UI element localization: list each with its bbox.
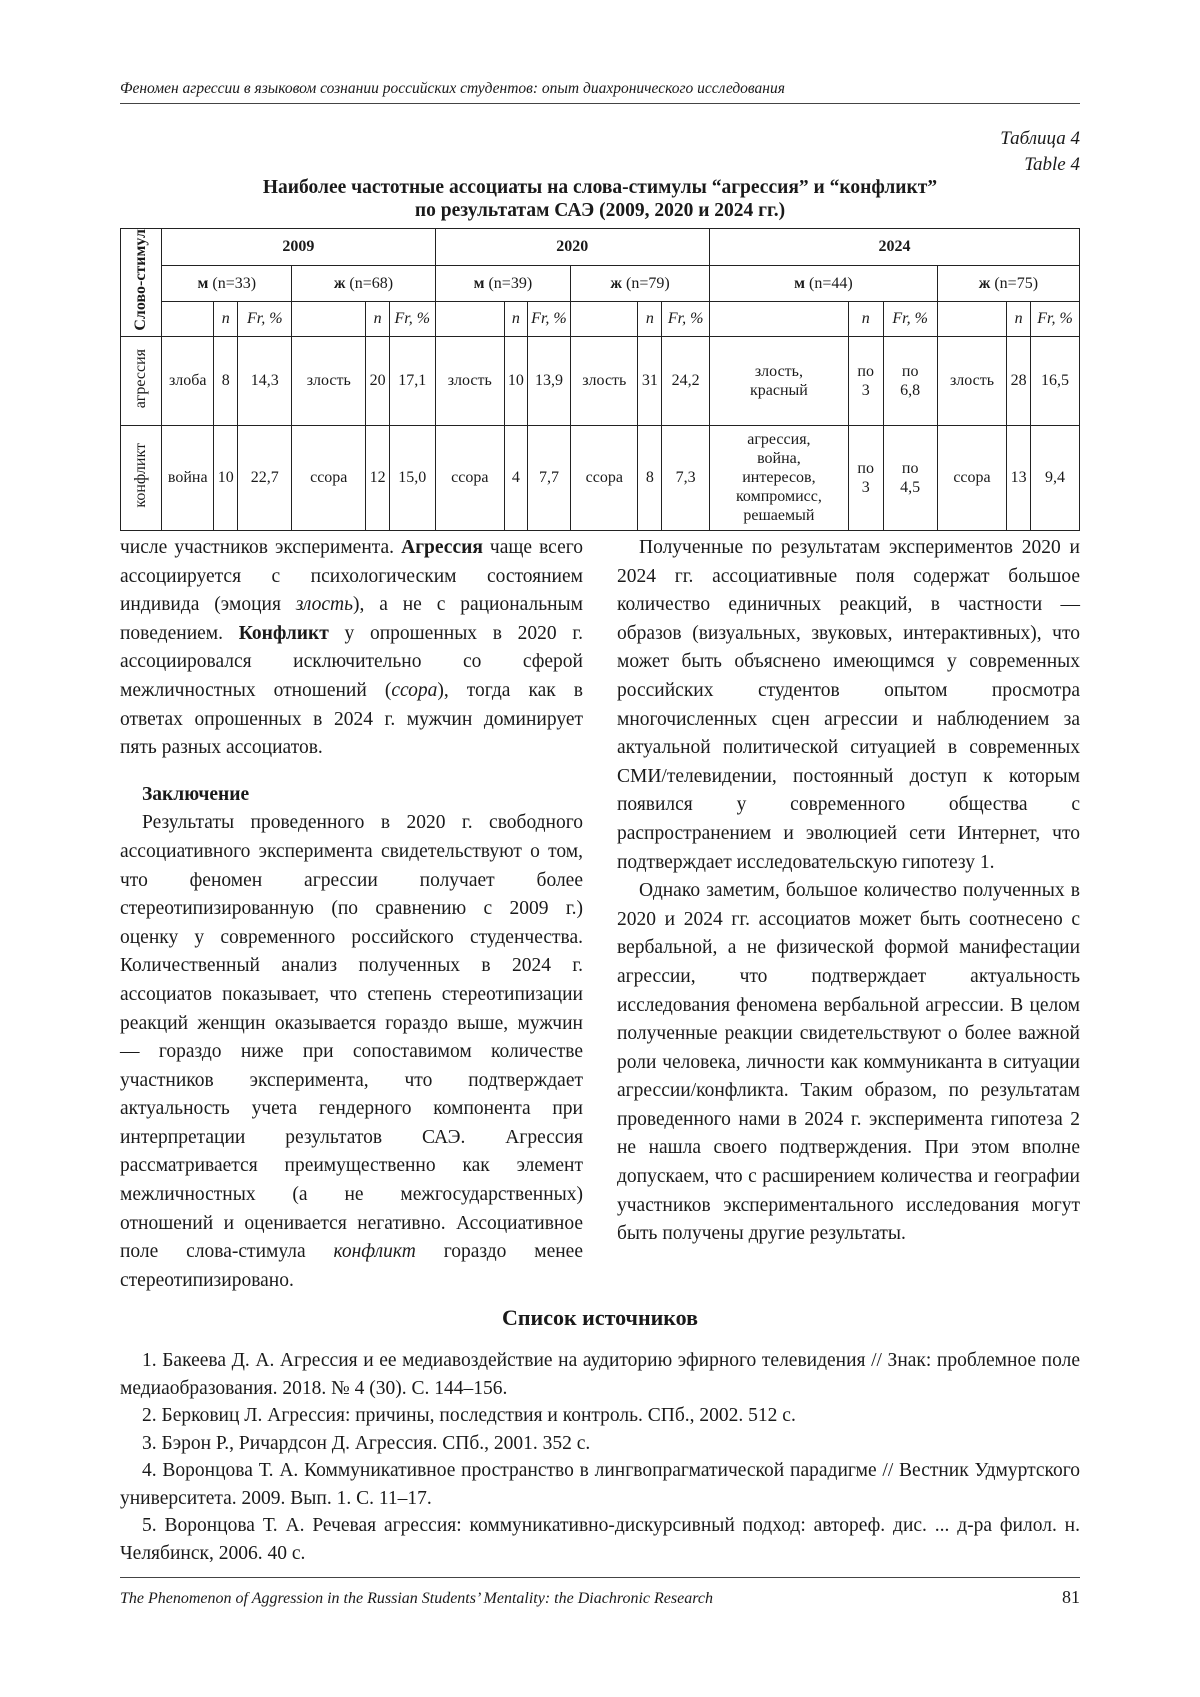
count-cell: 13 bbox=[1007, 425, 1031, 530]
count-cell: 20 bbox=[366, 336, 390, 425]
frequency-cell: 16,5 bbox=[1031, 336, 1080, 425]
associate-cell: злоба bbox=[162, 336, 214, 425]
paragraph: Однако заметим, большое количество полученных в 2020 и 2024 гг. ассоциатов может быть соотнесено с вербальной, а не физической формой манифестации агрессии, что подтверждает актуальность исследования феномена вербальной агрессии. В целом полученные реакции свидетельствуют о более важной роли человека, личности как коммуниканта в ситуации агрессии/конфликта. Таким образом, по результатам проведенного нами в 2024 г. эксперимента гипотеза 2 не нашла своего подтверждения. При этом вполне допускаем, что с расширением количества и географии участников экспериментального исследования могут быть получены другие результаты. bbox=[617, 880, 1080, 1245]
assoc-col-header bbox=[435, 302, 504, 336]
reference-item: 4. Воронцова Т. А. Коммуникативное пространство в лингвопрагматической парадигме // Вестник Удмуртского университета. 2009. Вып. 1. С. 11–17. bbox=[120, 1460, 1080, 1509]
assoc-col-header bbox=[162, 302, 214, 336]
count-cell: 10 bbox=[214, 425, 238, 530]
assoc-col-header bbox=[571, 302, 638, 336]
left-column bbox=[120, 534, 583, 1295]
frequency-cell: 24,2 bbox=[662, 336, 710, 425]
paragraph: числе участников эксперимента. Агрессия чаще всего ассоциируется с психологическим состоянием индивида (эмоция злость), а не с рациональным поведением. Конфликт у опрошенных в 2020 г. ассоциировался исключительно со сферой межличностных отношений (ссора), тогда как в ответах опрошенных в 2024 г. мужчин доминирует пять разных ассоциатов. bbox=[120, 537, 583, 759]
references-title: Список источников bbox=[501, 1305, 699, 1330]
reference-item: 5. Воронцова Т. А. Речевая агрессия: коммуникативно-дискурсивный подход: автореф. дис. ... д-ра филол. н. Челябинск, 2006. 40 с. bbox=[120, 1515, 1080, 1564]
running-footer: The Phenomenon of Aggression in the Russian Students’ Mentality: the Diachronic Research bbox=[120, 1590, 713, 1607]
n-col-header: n bbox=[214, 302, 238, 336]
frequency-cell: 7,7 bbox=[527, 425, 570, 530]
table-number bbox=[1000, 126, 1080, 178]
group-header: м (n=33) bbox=[162, 265, 292, 302]
fr-col-header: Fr, % bbox=[883, 302, 937, 336]
frequency-cell: 14,3 bbox=[238, 336, 292, 425]
associate-cell: ссора bbox=[571, 425, 638, 530]
paragraph: Результаты проведенного в 2020 г. свободного ассоциативного эксперимента свидетельствуют о том, что феномен агрессии получает более стереотипизированную (по сравнению с 2009 г.) оценку у современного российского студенчества. Количественный анализ полученных в 2024 г. ассоциатов показывает, что степень стереотипизации реакций женщин оказывается гораздо выше, мужчин — гораздо ниже при сопоставимом количестве участников эксперимента, что подтверждает актуальность учета гендерного компонента при интерпретации результатов САЭ. Агрессия рассматривается преимущественно как элемент межличностных (а не межгосударственных) отношений и оценивается негативно. Ассоциативное поле слова-стимула конфликт гораздо менее стереотипизировано. bbox=[120, 812, 583, 1291]
n-col-header: n bbox=[1007, 302, 1031, 336]
assoc-col-header bbox=[292, 302, 366, 336]
reference-item: 1. Бакеева Д. А. Агрессия и ее медиавоздействие на аудиторию эфирного телевидения // Знак: проблемное поле медиаобразования. 2018. № 4 (30). С. 144–156. bbox=[120, 1350, 1080, 1399]
frequency-cell: 9,4 bbox=[1031, 425, 1080, 530]
footer-divider bbox=[120, 1577, 1080, 1578]
frequency-cell: 15,0 bbox=[390, 425, 436, 530]
associate-cell: злость, красный bbox=[709, 336, 848, 425]
stimulus-header: Слово-стимул bbox=[132, 229, 150, 331]
frequency-cell: по 4,5 bbox=[883, 425, 937, 530]
table-row bbox=[121, 425, 1080, 530]
associate-cell: ссора bbox=[292, 425, 366, 530]
frequency-cell: 17,1 bbox=[390, 336, 436, 425]
stimulus-cell bbox=[121, 336, 162, 425]
n-col-header: n bbox=[366, 302, 390, 336]
page-number: 81 bbox=[1062, 1587, 1080, 1607]
table-row bbox=[121, 336, 1080, 425]
associate-cell: злость bbox=[937, 336, 1006, 425]
count-cell: 8 bbox=[214, 336, 238, 425]
table-title-line2: по результатам САЭ (2009, 2020 и 2024 гг.) bbox=[414, 200, 786, 221]
table-title-line1: Наиболее частотные ассоциаты на слова-стимулы “агрессия” и “конфликт” bbox=[262, 177, 938, 198]
conclusion-heading: Заключение bbox=[142, 783, 250, 805]
count-cell: 31 bbox=[638, 336, 662, 425]
associate-cell: агрессия, война, интересов, компромисс, решаемый bbox=[709, 425, 848, 530]
count-cell: 8 bbox=[638, 425, 662, 530]
n-col-header: n bbox=[848, 302, 883, 336]
associate-cell: злость bbox=[292, 336, 366, 425]
group-header: ж (n=75) bbox=[937, 265, 1079, 302]
count-cell: 28 bbox=[1007, 336, 1031, 425]
right-column bbox=[617, 534, 1080, 1249]
header-divider bbox=[120, 103, 1080, 104]
group-header: ж (n=68) bbox=[292, 265, 435, 302]
paragraph: Полученные по результатам экспериментов 2020 и 2024 гг. ассоциативные поля содержат большое количество единичных реакций, в частности — образов (визуальных, звуковых, интерактивных), что может быть объяснено имеющимся у современных российских студентов опытом просмотра многочисленных сцен агрессии и наблюдением за актуальной политической ситуацией в современных СМИ/телевидении, постоянный доступ к которым появился у современного общества с распространением и эволюцией сети Интернет, что подтверждает исследовательскую гипотезу 1. bbox=[617, 537, 1080, 873]
group-header: м (n=44) bbox=[709, 265, 937, 302]
fr-col-header: Fr, % bbox=[390, 302, 436, 336]
frequency-cell: 7,3 bbox=[662, 425, 710, 530]
fr-col-header: Fr, % bbox=[238, 302, 292, 336]
fr-col-header: Fr, % bbox=[1031, 302, 1080, 336]
frequency-cell: 22,7 bbox=[238, 425, 292, 530]
stimulus-word: конфликт bbox=[132, 442, 150, 508]
stimulus-cell bbox=[121, 425, 162, 530]
running-header: Феномен агрессии в языковом сознании российских студентов: опыт диахронического исследования bbox=[120, 80, 785, 97]
year-header: 2024 bbox=[709, 229, 1079, 266]
stimulus-header-cell bbox=[121, 229, 162, 337]
associate-cell: ссора bbox=[937, 425, 1006, 530]
assoc-col-header bbox=[709, 302, 848, 336]
frequency-cell: 13,9 bbox=[527, 336, 570, 425]
association-table bbox=[120, 228, 1080, 531]
n-col-header: n bbox=[504, 302, 527, 336]
associate-cell: злость bbox=[571, 336, 638, 425]
count-cell: по 3 bbox=[848, 425, 883, 530]
reference-item: 3. Бэрон Р., Ричардсон Д. Агрессия. СПб., 2001. 352 с. bbox=[142, 1432, 591, 1454]
year-header: 2020 bbox=[435, 229, 709, 266]
stimulus-word: агрессия bbox=[132, 348, 150, 408]
references-list bbox=[120, 1347, 1080, 1567]
frequency-cell: по 6,8 bbox=[883, 336, 937, 425]
table-number-ru: Таблица 4 bbox=[1000, 128, 1080, 149]
group-header: м (n=39) bbox=[435, 265, 571, 302]
group-header: ж (n=79) bbox=[571, 265, 710, 302]
associate-cell: ссора bbox=[435, 425, 504, 530]
n-col-header: n bbox=[638, 302, 662, 336]
assoc-col-header bbox=[937, 302, 1006, 336]
count-cell: по 3 bbox=[848, 336, 883, 425]
count-cell: 10 bbox=[504, 336, 527, 425]
fr-col-header: Fr, % bbox=[527, 302, 570, 336]
count-cell: 12 bbox=[366, 425, 390, 530]
associate-cell: злость bbox=[435, 336, 504, 425]
table-title bbox=[120, 176, 1080, 222]
count-cell: 4 bbox=[504, 425, 527, 530]
fr-col-header: Fr, % bbox=[662, 302, 710, 336]
reference-item: 2. Берковиц Л. Агрессия: причины, последствия и контроль. СПб., 2002. 512 с. bbox=[142, 1405, 796, 1426]
associate-cell: война bbox=[162, 425, 214, 530]
table-number-en: Table 4 bbox=[1024, 154, 1080, 175]
year-header: 2009 bbox=[162, 229, 435, 266]
